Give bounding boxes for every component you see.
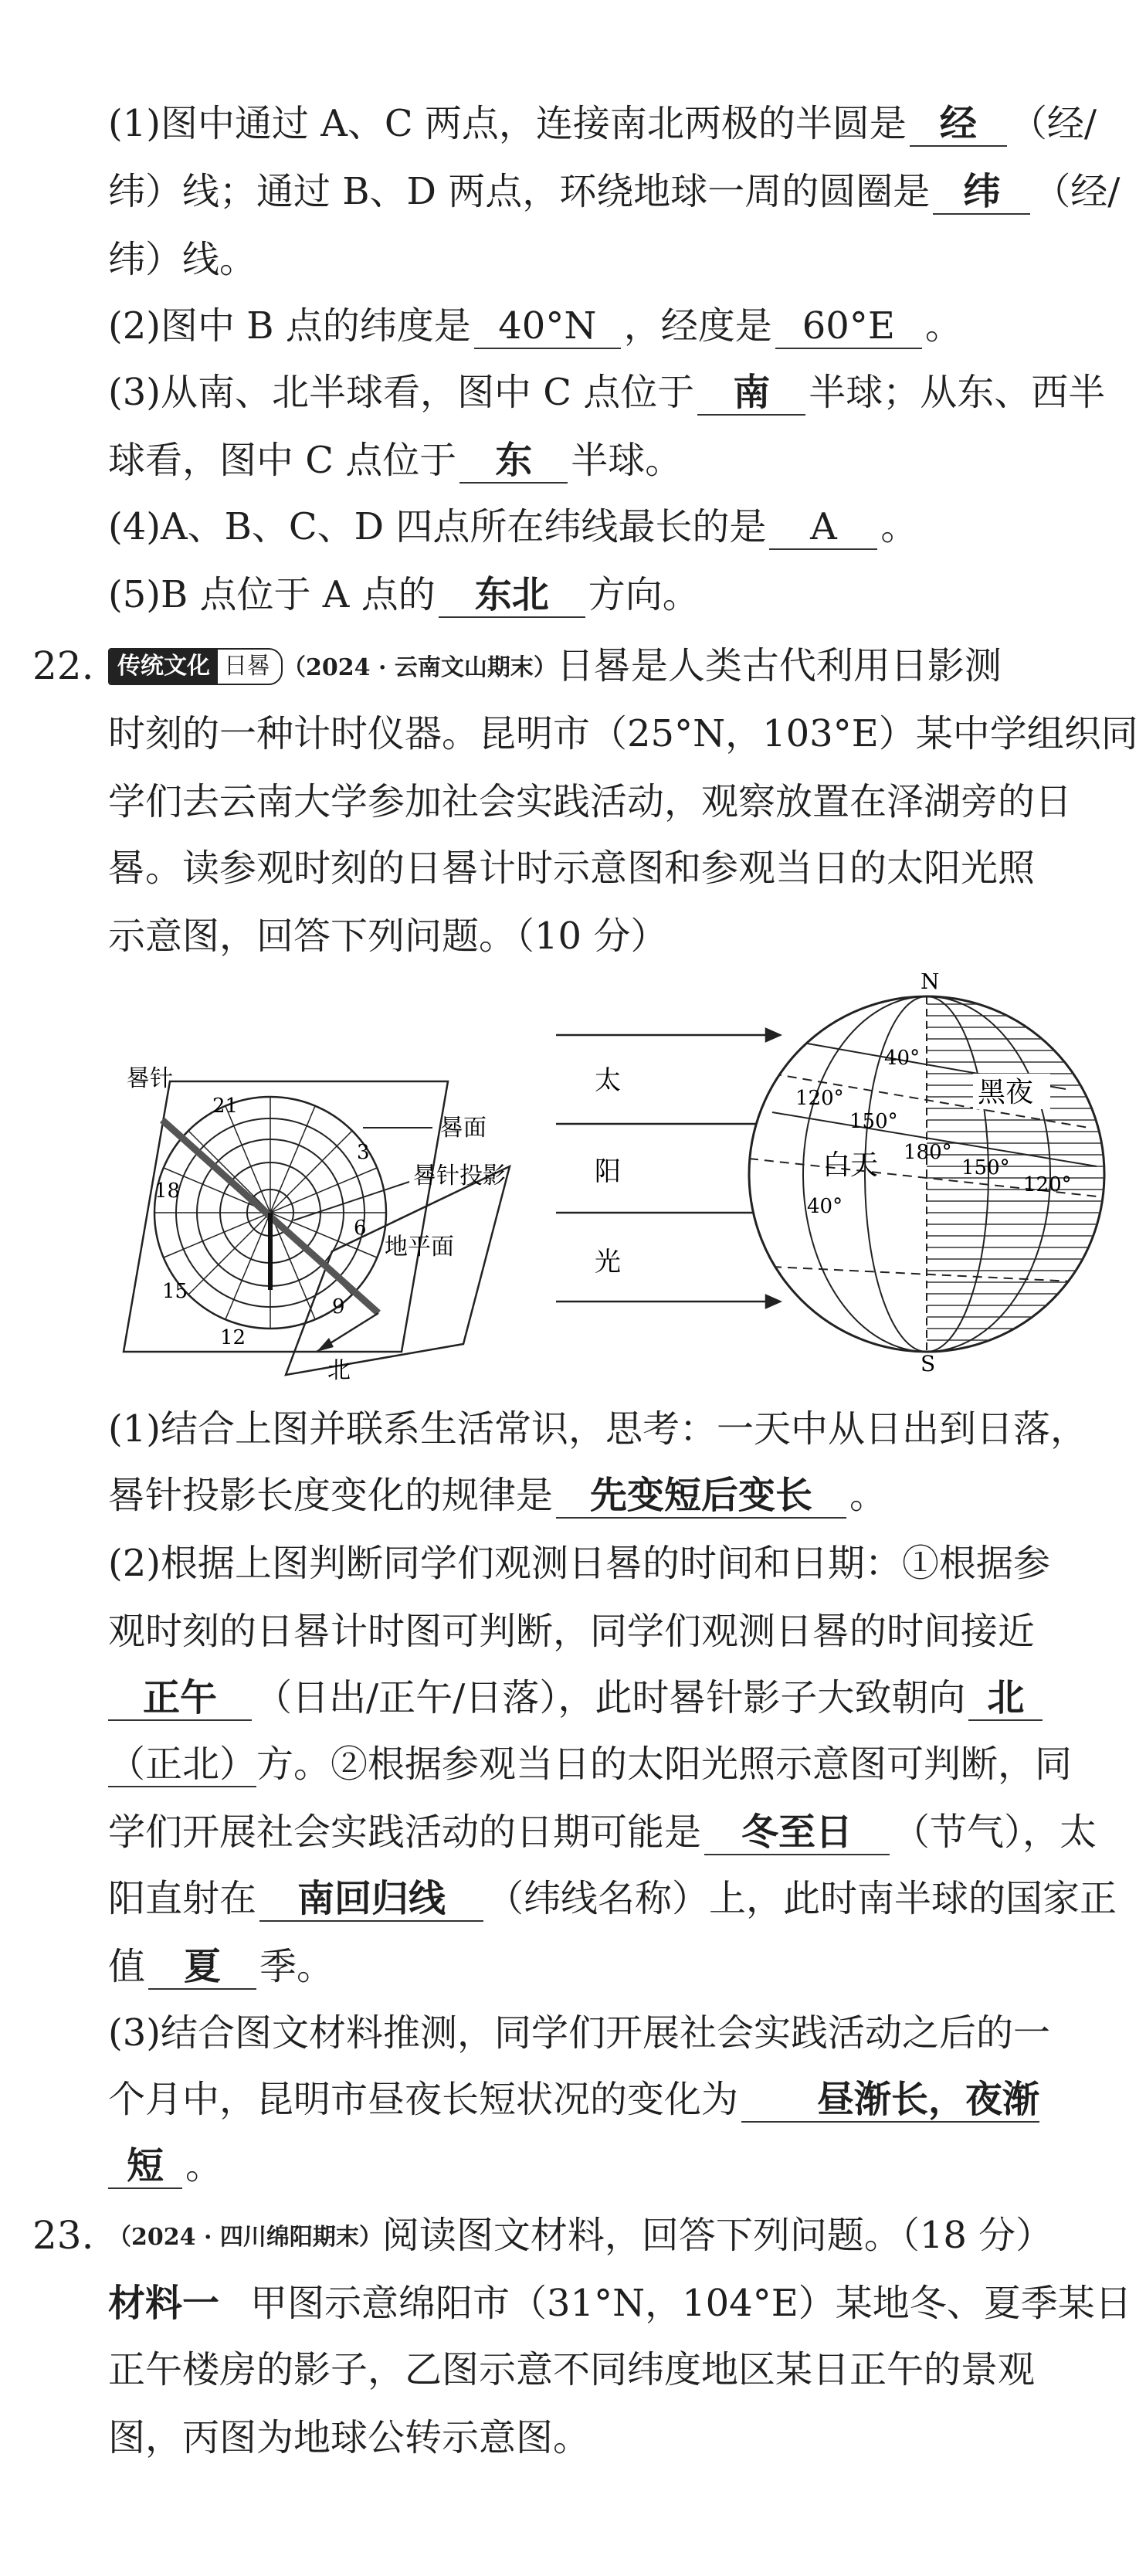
q21-line-7: (4)A、B、C、D 四点所在纬线最长的是 A 。 <box>108 505 918 548</box>
q22-s3-line-2: 个月中，昆明市昼夜长短状况的变化为 昼渐长，夜渐 <box>108 2078 1040 2121</box>
q22-answer-2b-cont: （正北） <box>108 1743 257 1786</box>
label-dial-face: 晷面 <box>440 1115 487 1142</box>
sundial-figure <box>108 1066 541 1390</box>
q22-intro-line-2: 时刻的一种计时仪器。昆明市（25°N，103°E）某中学组织同 <box>108 712 1138 755</box>
sun-char-1: 太 <box>595 1065 621 1096</box>
q22-s2-line-2: 观时刻的日晷计时图可判断，同学们观测日晷的时间接近 <box>108 1610 1036 1653</box>
q21-answer-3a[interactable]: 南 <box>697 371 805 416</box>
q23-material-line-1: 材料一 甲图示意绵阳市（31°N，104°E）某地冬、夏季某日 <box>108 2282 1132 2325</box>
q22-answer-3a[interactable]: 昼渐长，夜渐 <box>741 2078 1039 2123</box>
q21-line-1: (1)图中通过 A、C 两点，连接南北两极的半圆是 经 （经/ <box>108 102 1097 145</box>
q22-topic-tag: 传统文化 日晷 <box>108 648 283 685</box>
label-north: 北 <box>327 1357 351 1384</box>
q22-answer-2d[interactable]: 南回归线 <box>259 1877 483 1922</box>
q22-s2-line-5: 学们开展社会实践活动的日期可能是 冬至日 （节气），太 <box>108 1811 1097 1854</box>
q22-answer-2a[interactable]: 正午 <box>108 1676 252 1721</box>
q22-s3-line-1: (3)结合图文材料推测，同学们开展社会实践活动之后的一 <box>108 2011 1050 2055</box>
deg-120-left: 120° <box>795 1087 844 1110</box>
deg-40-top: 40° <box>884 1047 921 1070</box>
deg-180: 180° <box>904 1141 952 1164</box>
sunlight-figure <box>541 973 1127 1375</box>
q22-s2-line-1: (2)根据上图判断同学们观测日晷的时间和日期：①根据参 <box>108 1542 1050 1585</box>
q22-s2-line-4: （正北）方。②根据参观当日的太阳光照示意图可判断，同 <box>108 1743 1073 1786</box>
q22-s2-line-7: 值 夏 季。 <box>108 1945 334 1988</box>
label-shadow: 晷针投影 <box>413 1162 506 1190</box>
q23-material-label: 材料一 <box>108 2282 220 2325</box>
deg-150-right: 150° <box>961 1156 1010 1179</box>
label-day: 白天 <box>822 1149 879 1181</box>
q22-source: （2024 · 云南文山期末） <box>283 654 557 681</box>
hour-15: 15 <box>162 1280 188 1303</box>
q21-answer-1b[interactable]: 纬 <box>933 170 1030 215</box>
label-night: 黑夜 <box>978 1077 1034 1108</box>
hour-9: 9 <box>332 1295 345 1319</box>
q22-intro-line-1: 传统文化 日晷 （2024 · 云南文山期末）日晷是人类古代利用日影测 <box>108 641 1120 693</box>
hour-18: 18 <box>154 1179 181 1203</box>
q21-line-5: (3)从南、北半球看，图中 C 点位于 南 半球；从东、西半 <box>108 371 1106 414</box>
q21-answer-3b[interactable]: 东 <box>459 439 568 484</box>
q23-number: 23. <box>32 2213 94 2258</box>
q22-answer-2b[interactable]: 北 <box>968 1676 1043 1721</box>
q21-line-3: 纬）线。 <box>108 238 257 281</box>
hour-6: 6 <box>354 1217 367 1240</box>
q21-answer-5[interactable]: 东北 <box>439 573 585 618</box>
q22-s1-line-2: 晷针投影长度变化的规律是 先变短后变长 。 <box>108 1474 887 1517</box>
q23-intro-line: （2024 · 四川绵阳期末）阅读图文材料，回答下列问题。（18 分） <box>108 2214 1053 2257</box>
q22-intro-line-5: 示意图，回答下列问题。（10 分） <box>108 915 668 958</box>
q22-answer-1[interactable]: 先变短后变长 <box>556 1474 846 1519</box>
dial-face-plane <box>124 1081 448 1352</box>
deg-40-bottom: 40° <box>807 1195 843 1218</box>
q23-material-line-3: 图，丙图为地球公转示意图。 <box>108 2416 591 2459</box>
q21-answer-2b[interactable]: 60°E <box>775 304 922 349</box>
q21-answer-2a[interactable]: 40°N <box>474 304 621 349</box>
q22-s2-line-6: 阳直射在 南回归线 （纬线名称）上，此时南半球的国家正 <box>108 1877 1117 1920</box>
q22-answer-3b[interactable]: 短 <box>108 2144 182 2189</box>
q21-line-2: 纬）线；通过 B、D 两点，环绕地球一周的圆圈是 纬 （经/ <box>108 170 1121 213</box>
sun-char-2: 阳 <box>595 1156 621 1187</box>
q21-answer-1a[interactable]: 经 <box>910 102 1007 147</box>
label-south-pole: S <box>921 1351 936 1375</box>
deg-150-left: 150° <box>849 1110 898 1133</box>
q22-answer-2c[interactable]: 冬至日 <box>704 1811 890 1855</box>
q22-s3-line-3: 短 。 <box>108 2141 1120 2191</box>
q21-line-6: 球看，图中 C 点位于 东 半球。 <box>108 439 683 482</box>
deg-120-right: 120° <box>1023 1173 1072 1196</box>
q23-source: （2024 · 四川绵阳期末） <box>108 2224 382 2251</box>
q22-answer-2e[interactable]: 夏 <box>148 1945 256 1990</box>
q21-line-4: (2)图中 B 点的纬度是 40°N ，经度是 60°E 。 <box>108 304 962 348</box>
q22-s2-line-3: 正午 （日出/正午/日落），此时晷针影子大致朝向 北 <box>108 1673 1120 1722</box>
ground-plane <box>286 1166 510 1375</box>
sun-char-3: 光 <box>595 1247 621 1278</box>
hour-12: 12 <box>220 1326 246 1349</box>
q21-answer-4[interactable]: A <box>769 505 877 550</box>
q22-intro-line-3: 学们去云南大学参加社会实践活动，观察放置在泽湖旁的日 <box>108 780 1073 823</box>
hour-21: 21 <box>212 1095 239 1118</box>
label-ground: 地平面 <box>385 1234 454 1261</box>
label-gnomon: 晷针 <box>127 1066 173 1092</box>
q21-line-8: (5)B 点位于 A 点的 东北 方向。 <box>108 573 700 616</box>
q22-intro-line-4: 晷。读参观时刻的日晷计时示意图和参观当日的太阳光照 <box>108 847 1036 890</box>
q22-s1-line-1: (1)结合上图并联系生活常识，思考：一天中从日出到日落， <box>108 1407 1087 1451</box>
q23-material-line-2: 正午楼房的影子，乙图示意不同纬度地区某日正午的景观 <box>108 2348 1036 2391</box>
q22-number: 22. <box>32 643 94 688</box>
label-north-pole: N <box>921 973 940 994</box>
hour-3: 3 <box>357 1141 370 1164</box>
